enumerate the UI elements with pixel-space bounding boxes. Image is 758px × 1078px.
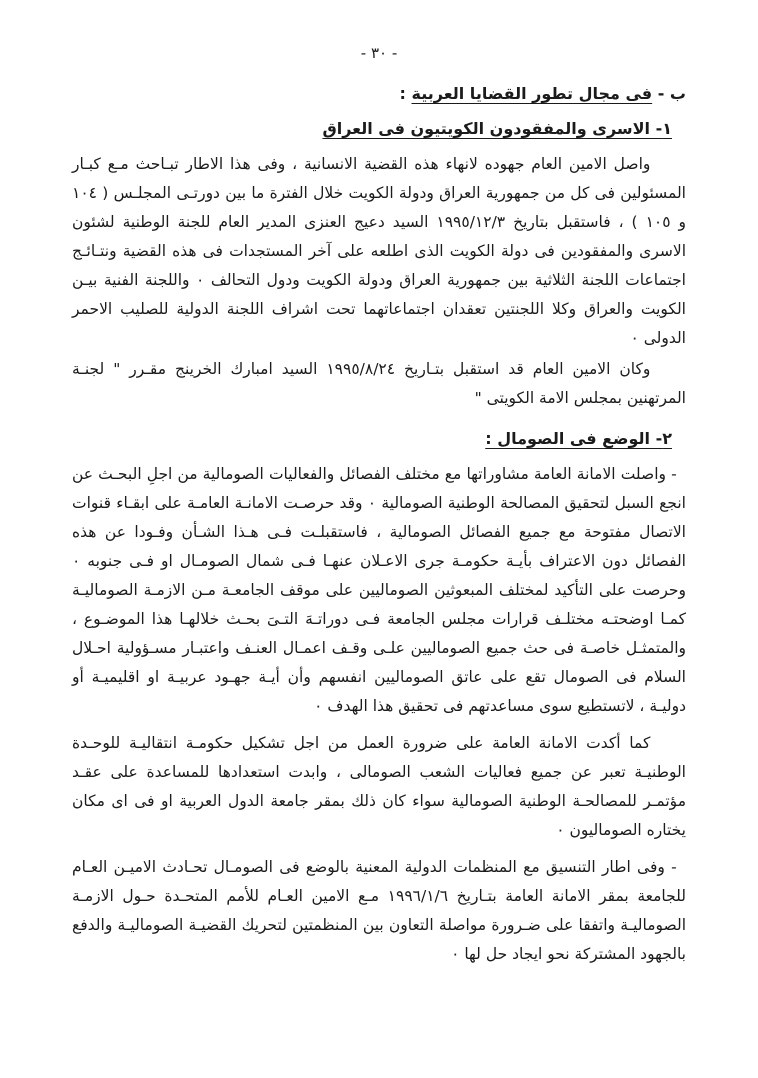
section-b-heading-suffix: :	[399, 84, 412, 103]
section-1-heading: ١- الاسرى والمفقودون الكويتيون فى العراق	[322, 119, 672, 139]
paragraph-prisoners-1: واصل الامين العام جهوده لانهاء هذه القضية الانسانية ، وفى هذا الاطار تبـاحث مـع كبـار المسئولين فى كل من جمهورية العراق ودولة الكويت خلال الفترة ما بين دورتـى المجلـس ( ١٠٤ و ١٠٥ ) ، فاستقبل بتاريخ ١٩٩٥/١٢/٣ السيد دعيج العنزى المدير العام للجنة الوطنية لشئون الاسرى والمفقودين فى دولة الكويت الذى اطلعه على آخر المستجدات فى هذه القضية ونتـائـج اجتماعات اللجنة الثلاثية بين جمهورية العراق ودولة الكويت ودول التحالف ۰ واللجنة الفنية بيـن الكويت والعراق وكلا اللجنتين تعقدان اجتماعاتهما تحت اشراف اللجنة الدولية للصليب الاحمر الدولى ۰	[72, 155, 686, 348]
paragraph-prisoners-2: وكان الامين العام قد استقبل بتـاريخ ١٩٩٥/٨/٢٤ السيد امبارك الخرينج مقـرر " لجنـة المرتهنين بمجلس الامة الكويتى "	[72, 360, 686, 408]
section-2	[72, 423, 686, 969]
section-b-heading-prefix: ب -	[652, 84, 686, 103]
section-b-heading	[72, 80, 686, 107]
paragraph-somalia-2: كما أكدت الامانة العامة على ضرورة العمل من اجل تشكيل حكومـة انتقاليـة للوحـدة الوطنيـة تعبر عن جميع فعاليات الشعب الصومالى ، وابدت استعدادها للمساعدة على عقـد مؤتمـر للمصالحـة الوطنية الصومالية سواء كان ذلك بمقر جامعة الدول العربية او فى اى مكان يختاره الصوماليون ۰	[72, 734, 686, 840]
page-number: - ٣٠ -	[360, 44, 398, 62]
paragraph-somalia-3: - وفى اطار التنسيق مع المنظمات الدولية المعنية بالوضع فى الصومـال تحـادث الاميـن العـام للجامعة بمقر الامانة العامة بتـاريخ ١٩٩٦/١/٦ مـع الامين العـام للأمم المتحـدة حـول الازمـة الصوماليـة واتفقا على ضـرورة مواصلة التعاون بين المنظمتين لتحريك القضيـة الصوماليـة والدفع بالجهود المشتركة نحو ايجاد حل لها ۰	[72, 858, 686, 964]
section-2-heading: ٢- الوضع فى الصومال :	[485, 429, 672, 449]
paragraph-somalia-1: - واصلت الامانة العامة مشاوراتها مع مختلف الفصائل والفعاليات الصومالية من اجلِ البحـث عن انجع السبل لتحقيق المصالحة الوطنية الصومالية ۰ وقد حرصـت الامانـة العامـة على ابقـاء قنوات الاتصال مفتوحة مع جميع الفصائل الصومالية ، فاستقبلـت فـى هـذا الشـأن وفـودا عن هذه الفصائل دون الاعتراف بأيـة حكومـة جرى الاعـلان عنهـا فـى شمال الصومـال او فـى جنوبه ۰ وحرصت على التأكيد لمختلف المبعوثين الصوماليين على موقف الجامعـة مـن الازمـة الصوماليـة كمـا اوضحتـه مختلـف قرارات مجلس الجامعة فـى دوراتـهَ التـىَ بحـث خلالهـا هذا الموضـوع ، والمتمثـل خاصـة فى حث جميع الصوماليين علـى وقـف اعمـال العنـف واعتبـار مسـؤولية احـلال السلام فى الصومال تقع على عاتق الصوماليين انفسهم وأن أيـة جهـود عربيـة او اقليميـة أو دوليـة ، لاتستطيع سوى مساعدتهم فى تحقيق هذا الهدف ۰	[72, 465, 686, 716]
section-b-heading-title: فى مجال تطور القضايا العربية	[411, 84, 653, 103]
section-1	[72, 113, 686, 413]
